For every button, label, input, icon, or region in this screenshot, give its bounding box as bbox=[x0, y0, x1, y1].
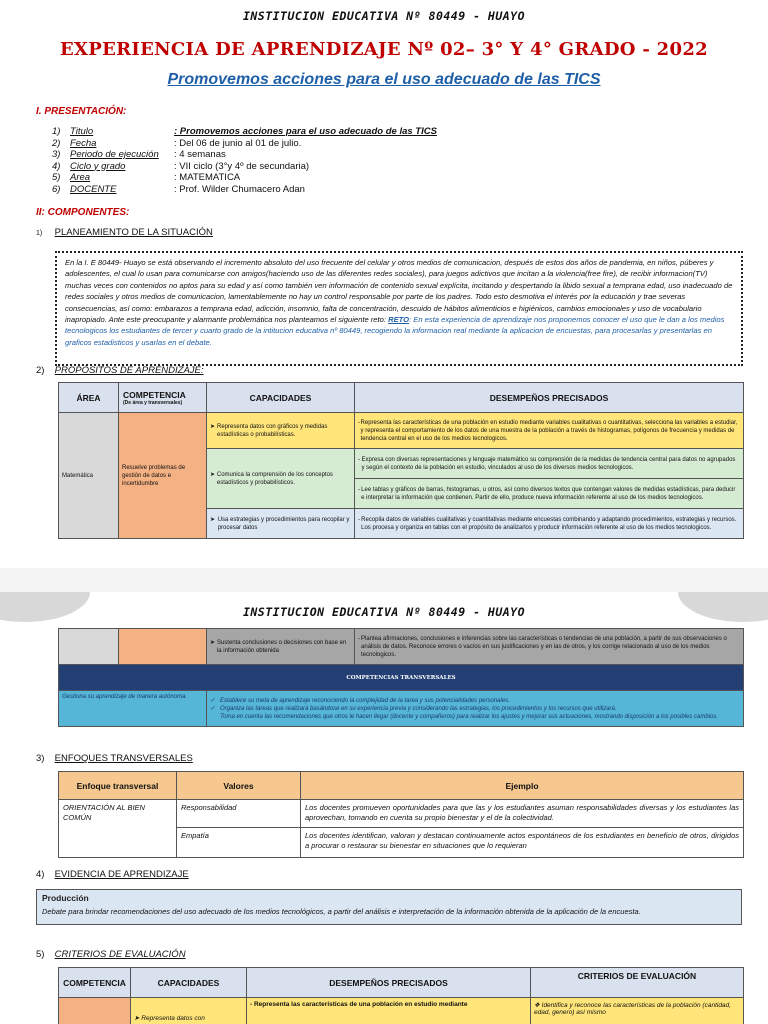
reto-label: RETO bbox=[388, 315, 410, 325]
header-competencia: COMPETENCIA bbox=[59, 968, 131, 998]
table-row bbox=[59, 629, 744, 665]
capacidad-text: Sustenta conclusiones o decisiones con base en la información obtenida bbox=[216, 639, 347, 654]
page-gap bbox=[0, 568, 768, 592]
valor-cell: Empatía bbox=[177, 828, 301, 858]
info-label: Titulo bbox=[70, 126, 94, 137]
capacidad-cell: ➤ Representa datos con gráficos y medidas estadísticas o probabilísticas. bbox=[207, 413, 355, 449]
info-number: 6) bbox=[52, 183, 61, 195]
transversal-desempenos: ✓ Establece su meta de aprendizaje reconociendo la complejidad de la tarea y sus potencialidades personales. ✓ Organiza las tareas que realizará basándose en su experiencia previa y considerando las estrategias, los procedimientos y los recursos que utilizará. Toma en cuenta las recomendaciones que otros le hacen llegar (docente y compañeros) para realizar los ajustes y mejorar sus actuaciones, mostrando disposición a los posibles cambios. bbox=[207, 691, 744, 727]
table-header-row bbox=[59, 772, 744, 800]
criterio-text: Identifica y reconoce las características de la población (cantidad, edad, genero) así mismo bbox=[534, 1002, 731, 1016]
table-row bbox=[59, 413, 744, 449]
ejemplo-cell: Los docentes identifican, valoran y destacan continuamente actos espontáneos de los estudiantes en beneficio de otros, dirigidos a procurar o restaurar su bienestar en situaciones que lo requieran bbox=[301, 828, 744, 858]
transversal-item: Establece su meta de aprendizaje reconociendo la complejidad de la tarea y sus potencialidades personales. bbox=[220, 697, 510, 704]
desempeno-cell: - Representa las características de una población en estudio mediante bbox=[247, 998, 531, 1024]
info-number: 2) bbox=[52, 137, 61, 149]
info-value: : Del 06 de junio al 01 de julio. bbox=[174, 137, 302, 149]
info-label: Ciclo y grado bbox=[70, 160, 126, 172]
produccion-heading: Producción bbox=[42, 893, 89, 903]
desempeno-text: Recopila datos de variables cualitativas y cuantitativas mediante encuestas combinando y adaptando procedimientos, estrategias y recursos. Los procesa y organiza en tablas con el propósito de analizarlos y producir información referente al uso de los medios tecnologicos. bbox=[361, 516, 737, 531]
info-number: 1) bbox=[52, 126, 61, 137]
capacidad-cell: ➤ Usa estrategias y procedimientos para recopilar y procesar datos bbox=[207, 509, 355, 539]
criterio-cell: ❖ Identifica y reconoce las características de la población (cantidad, edad, genero) así mismo bbox=[531, 998, 744, 1024]
desempeno-cell: - Lee tablas y gráficos de barras, histogramas, u otros, así como diversos textos que contengan valores de medidas estadísticas, para deducir e interpretar la información que contienen. Partir de ello, produce nueva información referente al uso de los medios tecnologicos. bbox=[355, 479, 744, 509]
area-cell bbox=[59, 629, 119, 665]
info-row bbox=[52, 126, 437, 138]
situacion-text: En la I. E 80449- Huayo se está observando el incremento absoluto del uso frecuente del celular y otros medios de comunicacion, después de estos dos años de pandemia, en niños, púberes y adolescentes, el cual lo usan para comunicarse con amigos(haciendo uso de las diferentes redes sociales), para juegos adictivos que incitan a la violencia(free fire), de recibir informacion(TV) muchas veces con contenidos no aptos para su edad y así como también ven información de contenido sexual explícita, incitando y despertando la libido sexual a temprana edad, uso inadecuado de redes sociales y otros medios de comunicacion, lamentablemente no hay un control responsable por parte de los padres. Todo esto desmotiva el interés por la educación y trae severas consecuencias, así como: embarazos a temprana edad, adicción, insomnio, falta de concentración, descuido de hábitos alimenticios e higiénicos, cambios emocionales y uso de vocabulario inapropiado. Ante este preocupante y alarmante problemática nos planteamos el siguiente reto: bbox=[65, 258, 733, 325]
info-label: Periodo de ejecución bbox=[70, 149, 159, 160]
header-capacidades: CAPACIDADES bbox=[207, 383, 355, 413]
item-number: 3) bbox=[36, 753, 45, 764]
transversal-item: Organiza las tareas que realizará basándose en su experiencia previa y considerando las estrategias, los procedimientos y los recursos que utilizará. bbox=[220, 705, 617, 712]
info-number: 3) bbox=[52, 149, 61, 160]
header-enfoque: Enfoque transversal bbox=[59, 772, 177, 800]
info-value: : MATEMATICA bbox=[174, 172, 241, 183]
document-title: EXPERIENCIA DE APRENDIZAJE Nº 02– 3° Y 4° GRADO - 2022 bbox=[60, 39, 708, 60]
ejemplo-cell: Los docentes promueven oportunidades para que las y los estudiantes asuman responsabilidades diversas y los estudiantes las aprovechan, tomando en cuenta su propio bienestar y el de la colectividad. bbox=[301, 800, 744, 828]
desempeno-text: Plantea afirmaciones, conclusiones e inferencias sobre las características o tendencias de una población, a partir de sus observaciones o análisis de datos. Reconoce errores o vacíos en sus justificaciones y en las de otros, y los corrige relacionado al uso de los medios tecnologicos. bbox=[361, 635, 727, 658]
document-page-2 bbox=[0, 592, 768, 1024]
table-header-row bbox=[59, 968, 744, 998]
enfoque-cell: ORIENTACIÓN AL BIEN COMÚN bbox=[59, 800, 177, 858]
competencia-cell: Resuelve problemas de gestión de datos e incertidumbre bbox=[119, 413, 207, 539]
section-componentes-heading: II: COMPONENTES: bbox=[36, 207, 130, 218]
desempeno-text: Lee tablas y gráficos de barras, histogramas, u otros, así como diversos textos que contengan valores de medidas estadísticas, para deducir e interpretar la información que contienen. Partir de ello, produce nueva información referente al uso de los medios tecnologicos. bbox=[361, 486, 736, 501]
school-name: INSTITUCION EDUCATIVA Nº 80449 - HUAYO bbox=[242, 605, 526, 619]
reto-text: : En esta experiencia de aprendizaje nos proponemos conocer el uso que le dan a los medios tecnologicos los estudiantes de tercer y cuarto grado de la intitucion educativa nº 80449, recogiendo la informacion real mediante la aplicacion de encuestas, para procesarlas y presentarlas en graficos estadisticos y usarlas en el debate. bbox=[65, 315, 725, 347]
criterios-table bbox=[58, 967, 744, 1024]
info-row bbox=[52, 161, 437, 173]
desempeno-cell: - Expresa con diversas representaciones y lenguaje matemático su comprensión de la medidas de tendencia central para datos no agrupados y según el contexto de la población en estudio, vinculados al uso de los diversos medios tecnologicos. bbox=[355, 449, 744, 479]
desempeno-text: Expresa con diversas representaciones y lenguaje matemático su comprensión de la medidas de tendencia central para datos no agrupados y según el contexto de la población en estudio, vinculados al uso de los diversos medios tecnologicos. bbox=[361, 456, 736, 471]
info-row bbox=[52, 172, 437, 184]
item-number: 4) bbox=[36, 869, 45, 880]
propositos-table-continued bbox=[58, 628, 744, 727]
info-label: DOCENTE bbox=[70, 183, 117, 195]
capacidad-cell: ➤ Representa datos con bbox=[131, 998, 247, 1024]
enfoques-heading bbox=[36, 753, 193, 764]
criterios-heading bbox=[36, 949, 186, 960]
info-row bbox=[52, 184, 437, 196]
propositos-heading bbox=[36, 365, 204, 376]
header-valores: Valores bbox=[177, 772, 301, 800]
header-area: ÁREA bbox=[59, 383, 119, 413]
valor-cell: Responsabilidad bbox=[177, 800, 301, 828]
capacidad-text: Representa datos con bbox=[141, 1014, 205, 1022]
header-competencia-sub: (De área y transversales) bbox=[123, 399, 183, 406]
desempeno-cell: - Representa las características de una población en estudio mediante variables cualitativas o cuantitativas, selecciona las variables a estudiar, y representa el comportamiento de los datos de una muestra de la población a través de histogramas, polígonos de frecuencia y medidas de tendencia central en el uso de los medios tecnologicos. bbox=[355, 413, 744, 449]
item-label: ENFOQUES TRANSVERSALES bbox=[54, 753, 193, 764]
table-header-row bbox=[59, 383, 744, 413]
info-label: Area bbox=[70, 172, 91, 183]
desempeno-cell: - Plantea afirmaciones, conclusiones e inferencias sobre las características o tendencias de una población, a partir de sus observaciones o análisis de datos. Reconoce errores o vacíos en sus justificaciones y en las de otros, y los corrige relacionado al uso de los medios tecnologicos. bbox=[355, 629, 744, 665]
section-presentacion-heading: I. PRESENTACIÓN: bbox=[36, 106, 127, 117]
transversal-item: Toma en cuenta las recomendaciones que otros le hacen llegar (docente y compañeros) para realizar los ajustes y mejorar sus actuaciones, mostrando disposición a los posibles cambios. bbox=[220, 713, 719, 720]
header-desempenos: DESEMPEÑOS PRECISADOS bbox=[247, 968, 531, 998]
evidencia-box bbox=[36, 889, 742, 925]
table-row bbox=[59, 800, 744, 828]
situacion-box bbox=[55, 251, 743, 366]
info-row bbox=[52, 149, 437, 161]
info-value: : 4 semanas bbox=[174, 149, 226, 160]
info-value: : VII ciclo (3°y 4º de secundaria) bbox=[174, 160, 310, 172]
info-number: 4) bbox=[52, 160, 61, 172]
capacidad-text: Usa estrategias y procedimientos para recopilar y procesar datos bbox=[217, 516, 350, 531]
enfoques-table bbox=[58, 771, 744, 858]
item-number: 2) bbox=[36, 365, 45, 376]
transversales-heading: COMPETENCIAS TRANSVERSALES bbox=[59, 665, 744, 691]
item-label: EVIDENCIA DE APRENDIZAJE bbox=[54, 869, 189, 880]
evidencia-heading bbox=[36, 869, 189, 880]
capacidad-text: Representa datos con gráficos y medidas estadísticas o probabilísticas. bbox=[217, 423, 328, 438]
desempeno-text: Representa las características de una población en estudio mediante variables cualitativas o cuantitativas, selecciona las variables a estudiar, y representa el comportamiento de los datos de una muestra de la población a través de histogramas, polígonos de frecuencia y medidas de tendencia central en el uso de los medios tecnologicos. bbox=[360, 419, 738, 442]
item-label: PLANEAMIENTO DE LA SITUACIÓN bbox=[54, 227, 213, 238]
item-number: 5) bbox=[36, 949, 45, 960]
header-capacidades: CAPACIDADES bbox=[131, 968, 247, 998]
header-ejemplo: Ejemplo bbox=[301, 772, 744, 800]
area-cell: Matemática bbox=[59, 413, 119, 539]
table-row bbox=[59, 691, 744, 727]
desempeno-cell: - Recopila datos de variables cualitativas y cuantitativas mediante encuestas combinando y adaptando procedimientos, estrategias y recursos. Los procesa y organiza en tablas con el propósito de analizarlos y producir información referente al uso de los medios tecnologicos. bbox=[355, 509, 744, 539]
capacidad-text: Comunica la comprensión de los conceptos estadísticos y probabilísticos. bbox=[216, 471, 333, 486]
presentacion-info bbox=[52, 126, 437, 195]
info-label: Fecha bbox=[70, 137, 97, 149]
info-row bbox=[52, 138, 437, 150]
transversal-competencia: Gestiona su aprendizaje de manera autónoma. bbox=[59, 691, 207, 727]
item-number: 1) bbox=[36, 230, 43, 237]
info-value: : Prof. Wilder Chumacero Adan bbox=[174, 183, 305, 195]
header-competencia bbox=[119, 383, 207, 413]
propositos-table bbox=[58, 382, 744, 539]
document-subtitle: Promovemos acciones para el uso adecuado de las TICS bbox=[167, 71, 601, 88]
info-number: 5) bbox=[52, 172, 61, 183]
competencia-cell bbox=[59, 998, 131, 1024]
header-desempenos: DESEMPEÑOS PRECISADOS bbox=[355, 383, 744, 413]
school-name: INSTITUCION EDUCATIVA Nº 80449 - HUAYO bbox=[242, 9, 526, 23]
competencia-cell bbox=[119, 629, 207, 665]
item-label: PROPÓSITOS DE APRENDIZAJE: bbox=[54, 365, 204, 376]
planeamiento-heading bbox=[36, 227, 213, 238]
capacidad-cell: ➤ Comunica la comprensión de los conceptos estadísticos y probabilísticos. bbox=[207, 449, 355, 509]
table-row bbox=[59, 665, 744, 691]
info-value: : Promovemos acciones para el uso adecuado de las TICS bbox=[174, 126, 437, 137]
table-row bbox=[59, 998, 744, 1024]
capacidad-cell: ➤ Sustenta conclusiones o decisiones con base en la información obtenida bbox=[207, 629, 355, 665]
header-criterios: CRITERIOS DE EVALUACIÓN bbox=[531, 968, 744, 998]
header-competencia-label: COMPETENCIA bbox=[123, 389, 186, 400]
produccion-text: Debate para brindar recomendaciones del uso adecuado de los medios tecnológicos, a partir del análisis e interpretación de la información obtenida de la aplicación de la encuesta. bbox=[42, 907, 641, 916]
item-label: CRITERIOS DE EVALUACIÓN bbox=[54, 949, 186, 960]
